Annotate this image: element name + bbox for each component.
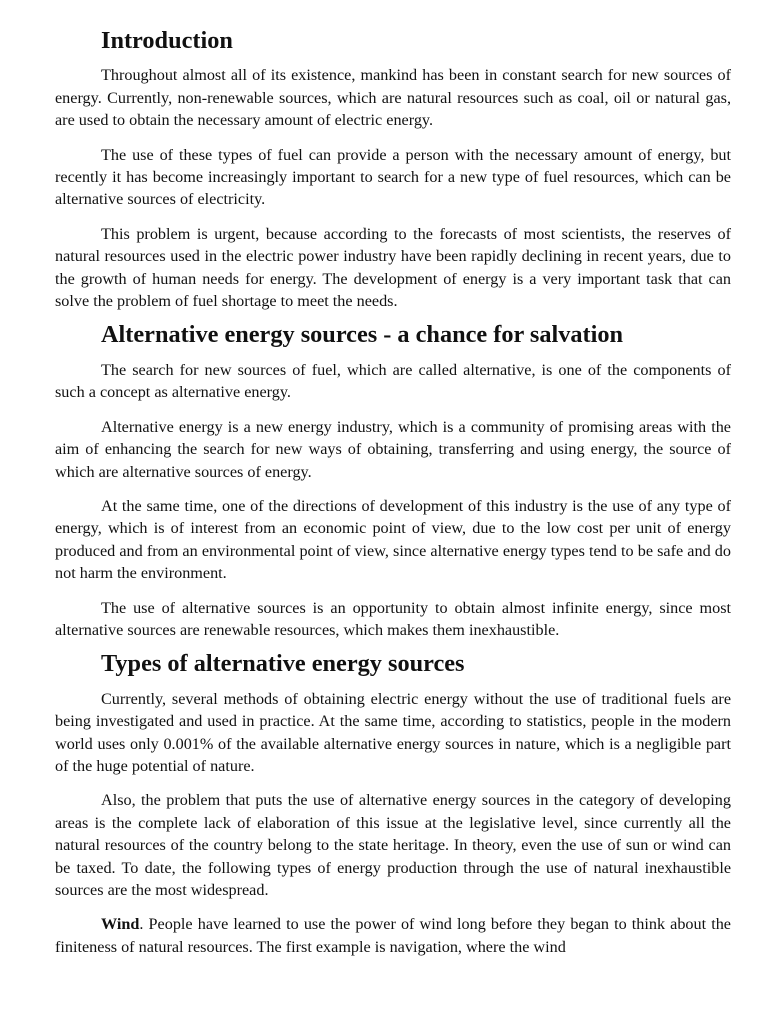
paragraph: The use of these types of fuel can provide a person with the necessary amount of energy, but recently it has become increasingly important to search for a new type of fuel resources, which can be alternative sources of electricity. <box>55 145 731 209</box>
paragraph: At the same time, one of the directions of development of this industry is the use of any type of energy, which is of interest from an economic point of view, due to the low cost per unit of energy produced and from an environmental point of view, since alternative energy types tend to be safe and do not harm the environment. <box>55 496 731 583</box>
section-heading-types: Types of alternative energy sources <box>101 650 465 678</box>
section-heading-introduction: Introduction <box>101 27 233 54</box>
paragraph-wind <box>55 913 731 958</box>
wind-paragraph-text: . People have learned to use the power of wind long before they began to think about the finiteness of natural resources. The first example is navigation, where the wind <box>55 915 731 956</box>
document-page <box>55 27 731 958</box>
wind-lead-term: Wind <box>101 915 140 934</box>
paragraph: Alternative energy is a new energy industry, which is a community of promising areas with the aim of enhancing the search for new ways of obtaining, transferring and using energy, the source of which are alternative sources of energy. <box>55 417 731 481</box>
section-heading-alternative-energy: Alternative energy sources - a chance for salvation <box>101 321 624 349</box>
paragraph: The use of alternative sources is an opportunity to obtain almost infinite energy, since most alternative sources are renewable resources, which makes them inexhaustible. <box>55 598 731 639</box>
paragraph: Currently, several methods of obtaining electric energy without the use of traditional fuels are being investigated and used in practice. At the same time, according to statistics, people in the modern world uses only 0.001% of the available alternative energy sources in nature, which is a negligible part of the huge potential of nature. <box>55 689 731 775</box>
paragraph: The search for new sources of fuel, which are called alternative, is one of the components of such a concept as alternative energy. <box>55 360 731 402</box>
paragraph: This problem is urgent, because according to the forecasts of most scientists, the reserves of natural resources used in the electric power industry have been rapidly declining in recent years, due to the growth of human needs for energy. The development of energy is a very important task that can solve the problem of fuel shortage to meet the needs. <box>55 224 731 311</box>
paragraph: Also, the problem that puts the use of alternative energy sources in the category of developing areas is the complete lack of elaboration of this issue at the legislative level, since currently all the natural resources of the country belong to the state heritage. In theory, even the use of sun or wind can be taxed. To date, the following types of energy production through the use of natural inexhaustible sources are the most widespread. <box>55 791 731 899</box>
paragraph: Throughout almost all of its existence, mankind has been in constant search for new sources of energy. Currently, non-renewable sources, which are natural resources such as coal, oil or natural gas, are used to obtain the necessary amount of electric energy. <box>55 66 731 130</box>
